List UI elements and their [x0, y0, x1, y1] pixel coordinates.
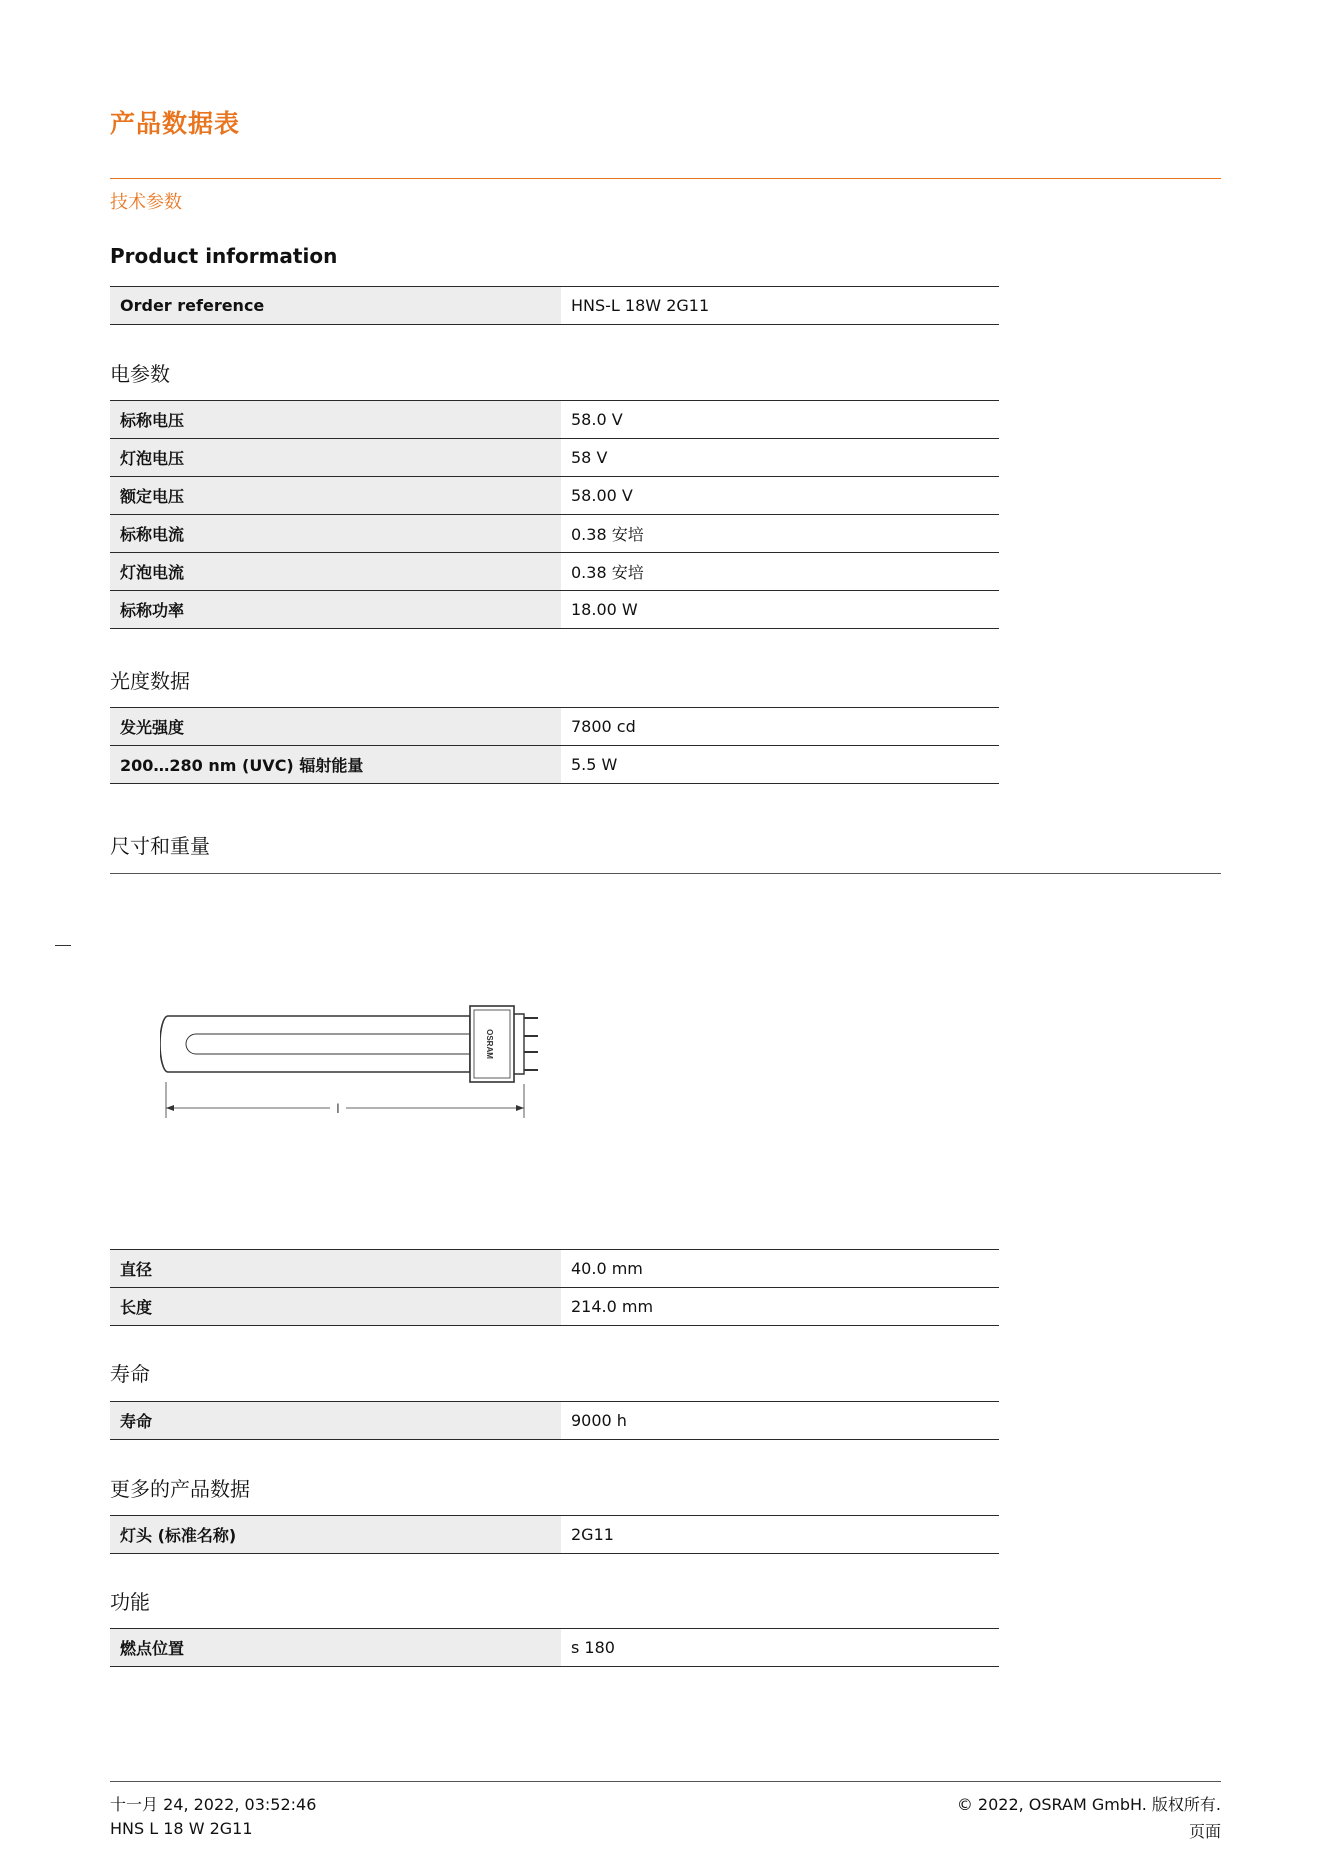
- section-heading-product-info: Product information: [110, 244, 338, 268]
- table-row: [110, 708, 999, 746]
- row-label: 200…280 nm (UVC) 辐射能量: [110, 746, 561, 784]
- table-row: [110, 591, 999, 629]
- row-label: 灯泡电流: [110, 553, 561, 591]
- row-value: s 180: [561, 1629, 999, 1667]
- page-title: 产品数据表: [110, 109, 241, 138]
- section-heading-photometric: 光度数据: [110, 669, 190, 693]
- table-lifetime: [110, 1401, 999, 1440]
- table-row: [110, 439, 999, 477]
- row-label: 发光强度: [110, 708, 561, 746]
- table-row: [110, 1288, 999, 1326]
- row-value: 40.0 mm: [561, 1250, 999, 1288]
- table-row: [110, 477, 999, 515]
- footer-divider: [110, 1781, 1221, 1782]
- row-value: 58.0 V: [561, 401, 999, 439]
- row-value: 18.00 W: [561, 591, 999, 629]
- header-divider: [110, 178, 1221, 179]
- table-additional: [110, 1515, 999, 1554]
- row-value: 58 V: [561, 439, 999, 477]
- row-value: 0.38 安培: [561, 515, 999, 553]
- row-label: 标称电压: [110, 401, 561, 439]
- table-row: [110, 1250, 999, 1288]
- table-row: [110, 287, 999, 325]
- table-dimensions: [110, 1249, 999, 1326]
- margin-mark: [55, 945, 71, 946]
- row-value: 0.38 安培: [561, 553, 999, 591]
- row-value: 2G11: [561, 1516, 999, 1554]
- table-capabilities: [110, 1628, 999, 1667]
- section-heading-additional: 更多的产品数据: [110, 1477, 250, 1501]
- table-electrical: [110, 400, 999, 629]
- row-value: 58.00 V: [561, 477, 999, 515]
- table-row: [110, 1516, 999, 1554]
- row-value: HNS-L 18W 2G11: [561, 287, 999, 325]
- footer-product: HNS L 18 W 2G11: [110, 1819, 253, 1838]
- table-row: [110, 401, 999, 439]
- row-label: 寿命: [110, 1402, 561, 1440]
- row-label: 燃点位置: [110, 1629, 561, 1667]
- row-label: 直径: [110, 1250, 561, 1288]
- row-value: 214.0 mm: [561, 1288, 999, 1326]
- row-label: 灯头 (标准名称): [110, 1516, 561, 1554]
- table-row: [110, 1629, 999, 1667]
- drawing-brand: OSRAM: [485, 1029, 494, 1059]
- footer-page: 页面: [1188, 1822, 1221, 1841]
- section-heading-electrical: 电参数: [110, 362, 170, 386]
- row-value: 7800 cd: [561, 708, 999, 746]
- table-row: [110, 553, 999, 591]
- lamp-drawing: [160, 1000, 550, 1120]
- table-row: [110, 1402, 999, 1440]
- table-row: [110, 515, 999, 553]
- table-row: [110, 746, 999, 784]
- section-heading-lifetime: 寿命: [110, 1362, 150, 1386]
- table-product-info: [110, 286, 999, 325]
- table-photometric: [110, 707, 999, 784]
- row-label: Order reference: [110, 287, 561, 325]
- row-value: 5.5 W: [561, 746, 999, 784]
- row-label: 额定电压: [110, 477, 561, 515]
- row-label: 灯泡电压: [110, 439, 561, 477]
- row-value: 9000 h: [561, 1402, 999, 1440]
- section-heading-dimensions: 尺寸和重量: [110, 834, 210, 858]
- dimensions-divider: [110, 873, 1221, 874]
- footer-copyright: © 2022, OSRAM GmbH. 版权所有.: [956, 1795, 1221, 1814]
- row-label: 标称电流: [110, 515, 561, 553]
- footer-date: 十一月 24, 2022, 03:52:46: [110, 1795, 317, 1814]
- row-label: 长度: [110, 1288, 561, 1326]
- row-label: 标称功率: [110, 591, 561, 629]
- page-subtitle: 技术参数: [110, 192, 182, 213]
- section-heading-capabilities: 功能: [110, 1590, 150, 1614]
- drawing-dim-label: l: [336, 1101, 340, 1116]
